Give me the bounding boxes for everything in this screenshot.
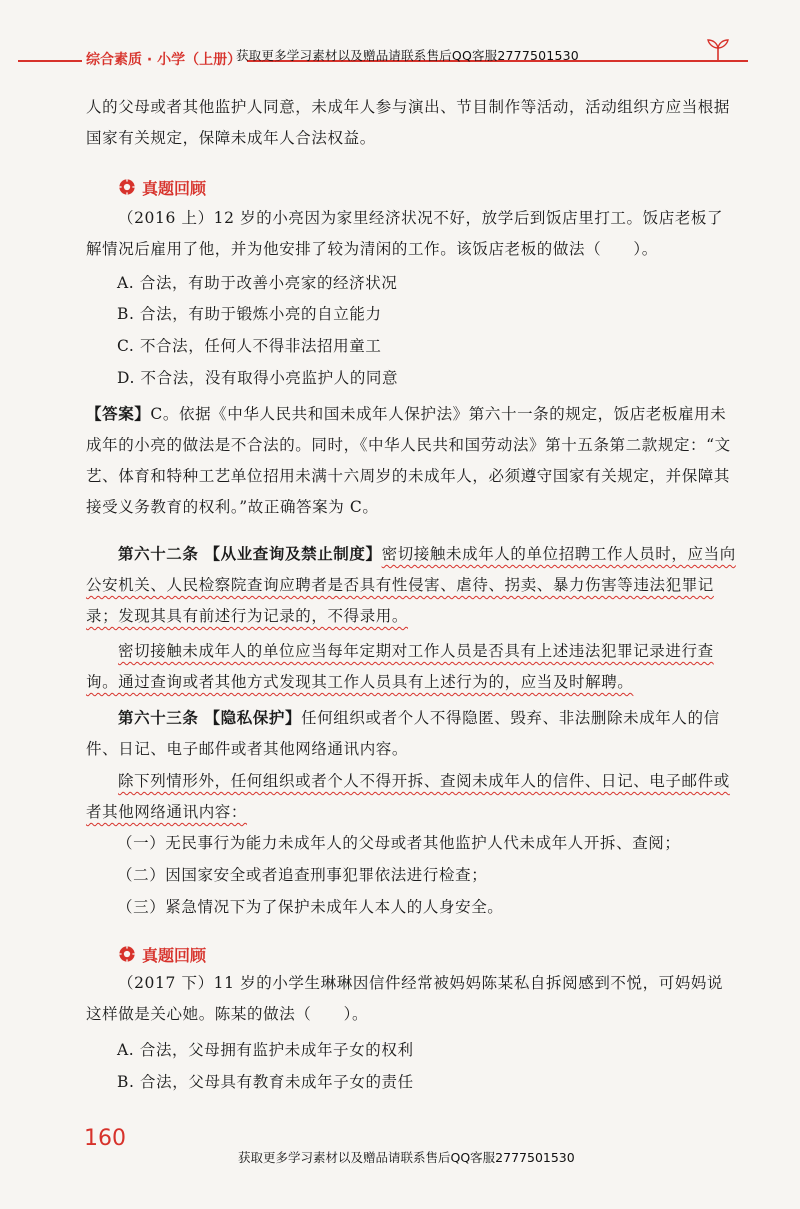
review2-question: （2017 下）11 岁的小学生琳琳因信件经常被妈妈陈某私自拆阅感到不悦，可妈妈说这样做是关心她。陈某的做法（ ）。 xyxy=(86,974,724,1023)
review2-option-b: B. 合法，父母具有教育未成年子女的责任 xyxy=(117,1073,414,1091)
review1-option-c: C. 不合法，任何人不得非法招用童工 xyxy=(117,337,382,355)
article-63-text: 任何组织或者个人不得隐匿、毁弃、非法删除未成年人的信件、日记、电子邮件或者其他网络通讯内容。 xyxy=(86,709,720,758)
page-number: 160 xyxy=(84,1126,126,1151)
article-63-item-3: （三）紧急情况下为了保护未成年人本人的人身安全。 xyxy=(117,898,504,916)
review1-option-d: D. 不合法，没有取得小亮监护人的同意 xyxy=(117,369,399,387)
article-63-item-1: （一）无民事行为能力未成年人的父母或者其他监护人代未成年人开拆、查阅； xyxy=(117,834,681,852)
review1-option-a: A. 合法，有助于改善小亮家的经济状况 xyxy=(117,274,398,292)
article-63-para2-text: 除下列情形外，任何组织或者个人不得开拆、查阅未成年人的信件、日记、电子邮件或者其他网络通讯内容： xyxy=(86,772,730,821)
answer-text: C。依据《中华人民共和国未成年人保护法》第六十一条的规定，饭店老板雇用未成年的小亮的做法是不合法的。同时，《中华人民共和国劳动法》第十五条第二款规定：“文艺、体育和特种工艺单位招用未满十六周岁的未成年人，必须遵守国家有关规定，并保障其接受义务教育的权利。”故正确答案为 C。 xyxy=(86,405,731,516)
gear-icon xyxy=(118,945,136,963)
running-header-title: 综合素质 · 小学（上册） xyxy=(82,49,247,69)
article-63-item-2: （二）因国家安全或者追查刑事犯罪依法进行检查； xyxy=(117,866,488,884)
gear-icon xyxy=(118,178,136,196)
article-63-paragraph-2 xyxy=(86,766,736,828)
review-heading-label: 真题回顾 xyxy=(142,178,207,198)
intro-paragraph: 人的父母或者其他监护人同意，未成年人参与演出、节目制作等活动，活动组织方应当根据国家有关规定，保障未成年人合法权益。 xyxy=(86,98,731,147)
article-62-paragraph-2 xyxy=(86,636,736,698)
article-62-label: 第六十二条 【从业查询及禁止制度】 xyxy=(118,544,382,563)
review1-answer xyxy=(86,398,736,523)
review1-option-b: B. 合法，有助于锻炼小亮的自立能力 xyxy=(117,305,382,323)
review1-question: （2016 上）12 岁的小亮因为家里经济状况不好，放学后到饭店里打工。饭店老板了解情况后雇用了他，并为他安排了较为清闲的工作。该饭店老板的做法（ ）。 xyxy=(86,209,724,258)
review-heading-1 xyxy=(118,176,206,198)
article-63-label: 第六十三条 【隐私保护】 xyxy=(118,708,302,727)
article-63 xyxy=(86,702,736,765)
article-62-text: 密切接触未成年人的单位招聘工作人员时，应当向公安机关、人民检察院查询应聘者是否具有性侵害、虐待、拐卖、暴力伤害等违法犯罪记录；发现其具有前述行为记录的，不得录用。 xyxy=(86,545,736,625)
header-watermark: 获取更多学习素材以及赠品请联系售后QQ客服2777501530 xyxy=(236,48,579,63)
article-62-para2-text: 密切接触未成年人的单位应当每年定期对工作人员是否具有上述违法犯罪记录进行查询。通过查询或者其他方式发现其工作人员具有上述行为的，应当及时解聘。 xyxy=(86,642,714,691)
sprout-icon xyxy=(705,38,731,62)
review2-option-a: A. 合法，父母拥有监护未成年子女的权利 xyxy=(117,1041,414,1059)
review-heading-2 xyxy=(118,943,206,965)
article-62 xyxy=(86,538,736,632)
review-heading-label: 真题回顾 xyxy=(142,945,207,965)
answer-label: 【答案】 xyxy=(86,404,151,423)
footer-watermark: 获取更多学习素材以及赠品请联系售后QQ客服2777501530 xyxy=(238,1150,575,1165)
